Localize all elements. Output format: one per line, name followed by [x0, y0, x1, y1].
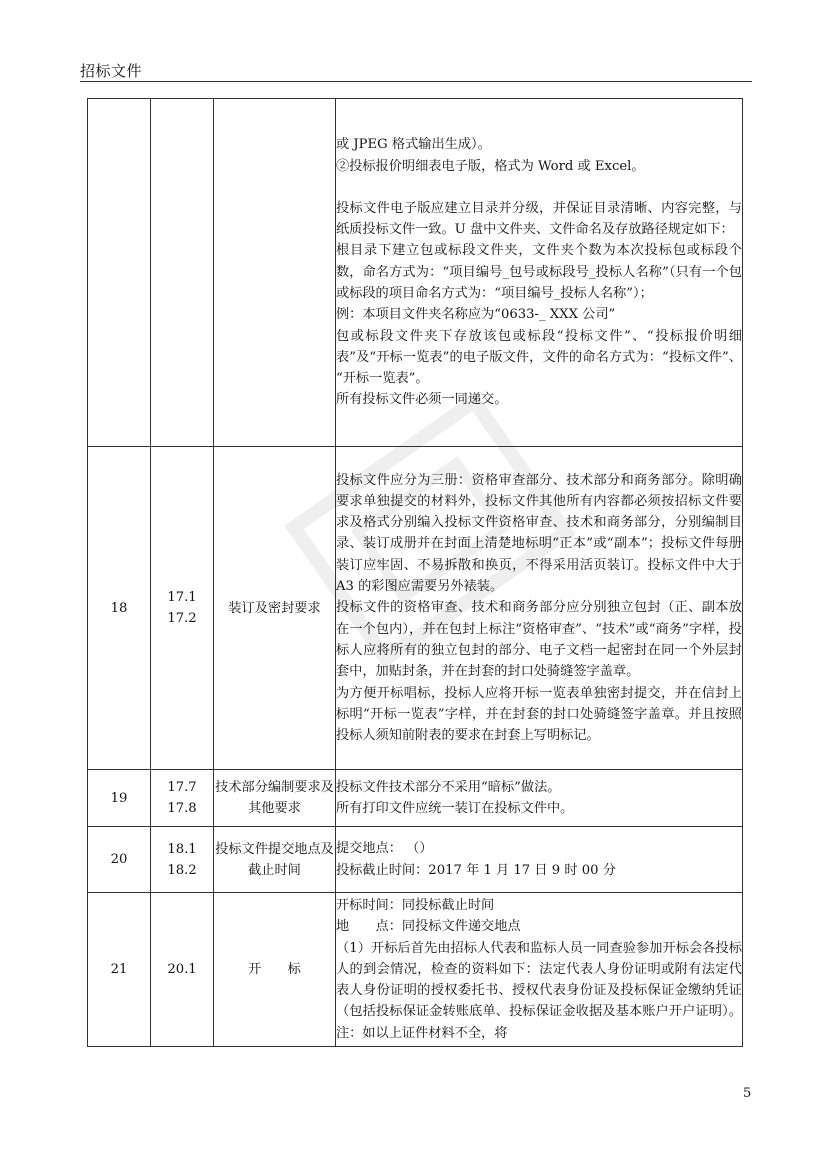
clause-number: 18.2	[167, 862, 197, 878]
content-paragraph: 或 JPEG 格式输出生成）。	[336, 137, 491, 153]
clause-number: 17.2	[167, 611, 197, 626]
content-paragraph: ②投标报价明细表电子版，格式为 Word 或 Excel。	[336, 158, 645, 174]
page-number: 5	[743, 1086, 752, 1101]
document-header-title: 招标文件	[80, 62, 143, 80]
row-number-cell: 18	[88, 447, 151, 770]
content-paragraph: 投标文件应分为三册：资格审查部分、技术部分和商务部分。除明确要求单独提交的材料外，投标文件其他所有内容都必须按招标文件要求及格式分别编入投标文件资格审查、技术和商务部分，分别编制目录、装订成册并在封面上清楚地标明“正本”或“副本”；投标文件每册装订应牢固、不易拆散和换页，不得采用活页装订。投标文件中大于 A3 的彩图应需要另外裱装。	[336, 472, 742, 595]
content-paragraph: 所有打印文件应统一装订在投标文件中。	[336, 801, 574, 816]
item-name-cell: 投标文件提交地点及截止时间	[214, 827, 336, 893]
content-cell	[336, 447, 743, 770]
clause-number-cell	[151, 447, 214, 770]
table-row	[88, 827, 743, 893]
content-paragraph: 开标时间：同投标截止时间	[336, 897, 495, 913]
header-rule	[80, 81, 752, 82]
item-name-cell: 技术部分编制要求及其他要求	[214, 770, 336, 827]
clause-number-cell	[151, 99, 214, 447]
content-paragraph: 投标文件电子版应建立目录并分级，并保证目录清晰、内容完整，与纸质投标文件一致。U 盘中文件夹、文件命名及存放路径规定如下：	[336, 200, 742, 238]
clause-number: 17.8	[167, 801, 197, 816]
content-cell	[336, 893, 743, 1047]
row-number-cell	[88, 99, 151, 447]
clause-number-cell	[151, 770, 214, 827]
table-row	[88, 447, 743, 770]
content-paragraph: 提交地点： （）	[336, 841, 433, 857]
content-cell	[336, 827, 743, 893]
content-paragraph: 投标文件技术部分不采用“暗标”做法。	[336, 779, 561, 795]
clause-number: 17.7	[167, 780, 197, 795]
row-number-cell: 19	[88, 770, 151, 827]
item-name-cell	[214, 99, 336, 447]
content-paragraph: 为方便开标唱标，投标人应将开标一览表单独密封提交，并在信封上标明“开标一览表”字样，并在封套的封口处骑缝签字盖章。并且按照投标人须知前附表的要求在封套上写明标记。	[336, 685, 742, 744]
content-cell	[336, 770, 743, 827]
content-paragraph: （1）开标后首先由招标人代表和监标人员一同查验参加开标会各投标人的到会情况，检查的资料如下：法定代表人身份证明或附有法定代表人身份证明的授权委托书、授权代表身份证及投标保证金缴纳凭证（包括投标保证金转账底单、投标保证金收据及基本账户开户证明）。注：如以上证件材料不全，将	[336, 940, 742, 1041]
row-number-cell: 21	[88, 893, 151, 1047]
clause-number: 20.1	[167, 962, 197, 977]
clause-number-cell	[151, 827, 214, 893]
bidding-requirements-table	[87, 98, 743, 1047]
content-paragraph	[336, 177, 742, 198]
content-paragraph: 投标截止时间：2017 年 1 月 17 日 9 时 00 分	[336, 862, 616, 878]
item-name-cell: 开 标	[214, 893, 336, 1047]
content-paragraph: 包或标段文件夹下存放该包或标段“投标文件”、“投标报价明细表”及“开标一览表”的电子版文件，文件的命名方式为：“投标文件”、 “开标一览表”。	[336, 328, 742, 387]
content-paragraph: 例：本项目文件夹名称应为“0633-_ XXX 公司”	[336, 307, 616, 323]
content-paragraph: 根目录下建立包或标段文件夹，文件夹个数为本次投标包或标段个数，命名方式为：“项目编号_包号或标段号_投标人名称”（只有一个包或标段的项目命名方式为：“项目编号_投标人名称”）；	[336, 243, 742, 301]
clause-number: 18.1	[167, 841, 197, 857]
content-paragraph: 所有投标文件必须一同递交。	[336, 392, 508, 408]
content-paragraph: 投标文件的资格审查、技术和商务部分应分别独立包封（正、副本放在一个包内），并在包封上标注“资格审查”、“技术”或“商务”字样，投标人应将所有的独立包封的部分、电子文档一起密封在同一个外层封套中，加贴封条，并在封套的封口处骑缝签字盖章。	[336, 600, 742, 680]
clause-number: 17.1	[167, 590, 197, 605]
table-row	[88, 99, 743, 447]
row-number-cell: 20	[88, 827, 151, 893]
content-paragraph: 地 点：同投标文件递交地点	[336, 919, 521, 935]
item-name-cell: 装订及密封要求	[214, 447, 336, 770]
clause-number-cell	[151, 893, 214, 1047]
table-row	[88, 893, 743, 1047]
content-cell	[336, 99, 743, 447]
table-row	[88, 770, 743, 827]
